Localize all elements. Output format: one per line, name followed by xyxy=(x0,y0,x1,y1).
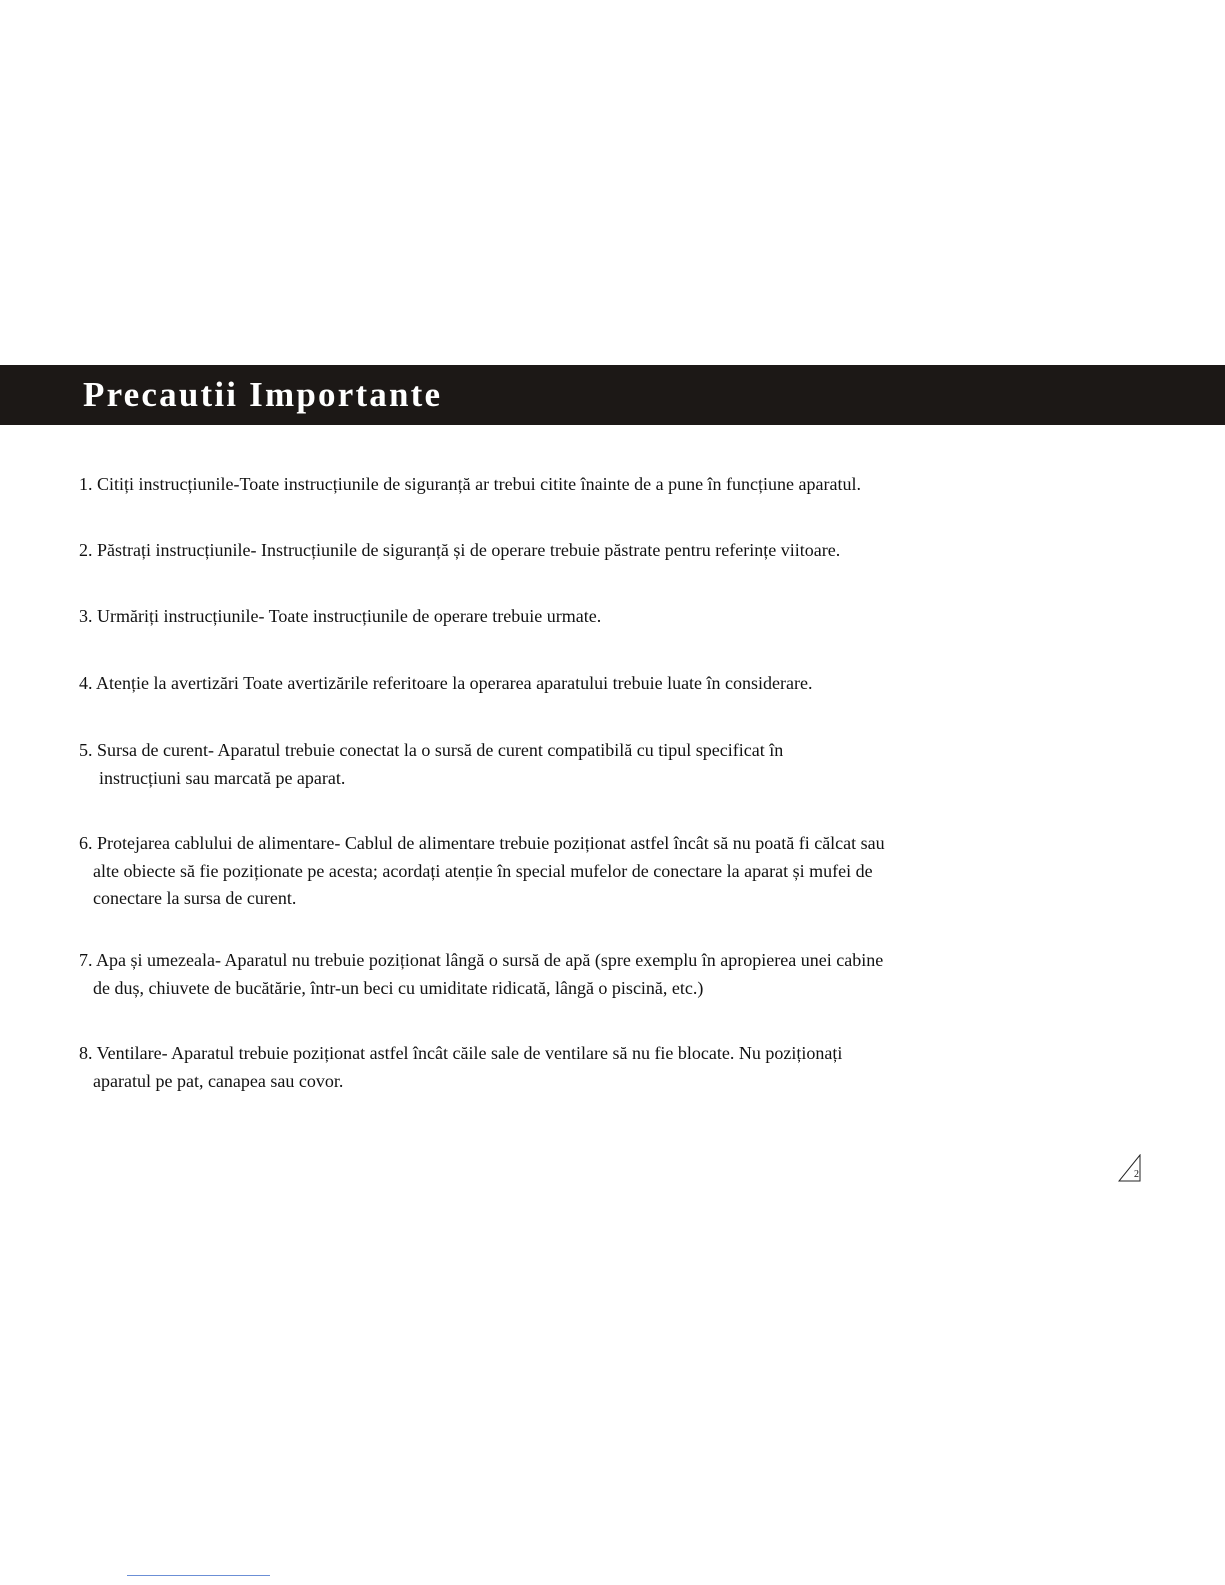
item-text-line: 2. Păstrați instrucțiunile- Instrucțiunile de siguranță și de operare trebuie păstrate pentru referințe viitoare. xyxy=(79,540,841,560)
page-title: Precautii Importante xyxy=(83,375,443,414)
item-text-line: instrucțiuni sau marcată pe aparat. xyxy=(99,767,346,788)
item-text-line: alte obiecte să fie poziționate pe acesta; acordați atenție în special mufelor de conectare la aparat și mufei de xyxy=(93,860,873,881)
list-item xyxy=(79,830,1039,913)
item-text-line: conectare la sursa de curent. xyxy=(93,888,297,908)
page-number-marker xyxy=(1118,1154,1142,1182)
list-item xyxy=(79,603,1039,631)
item-text-line: 7. Apa și umezeala- Aparatul nu trebuie poziționat lângă o sursă de apă (spre exemplu în apropierea unei cabine xyxy=(79,950,884,970)
list-item xyxy=(79,947,1039,1002)
item-text-line: de duș, chiuvete de bucătărie, într-un beci cu umiditate ridicată, lângă o piscină, etc.) xyxy=(93,977,704,998)
item-text-line: aparatul pe pat, canapea sau covor. xyxy=(93,1070,344,1091)
item-text-line: 1. Citiți instrucțiunile-Toate instrucțiunile de siguranță ar trebui citite înainte de a pune în funcțiune aparatul. xyxy=(79,474,861,494)
list-item xyxy=(79,471,1039,499)
list-item xyxy=(79,737,1039,792)
item-text-line: 4. Atenție la avertizări Toate avertizările referitoare la operarea aparatului trebuie luate în considerare. xyxy=(79,673,813,693)
bottom-rule xyxy=(127,1575,270,1576)
page-number: 2 xyxy=(1134,1169,1139,1180)
item-text-line: 6. Protejarea cablului de alimentare- Cablul de alimentare trebuie poziționat astfel încât să nu poată fi călcat sau xyxy=(79,833,885,853)
list-item xyxy=(79,1040,1039,1095)
item-text-line: 3. Urmăriți instrucțiunile- Toate instrucțiunile de operare trebuie urmate. xyxy=(79,606,602,626)
item-text-line: 8. Ventilare- Aparatul trebuie poziționat astfel încât căile sale de ventilare să nu fie blocate. Nu poziționați xyxy=(79,1043,843,1063)
list-item xyxy=(79,670,1039,698)
item-text-line: 5. Sursa de curent- Aparatul trebuie conectat la o sursă de curent compatibilă cu tipul specificat în xyxy=(79,740,784,760)
list-item xyxy=(79,537,1039,565)
